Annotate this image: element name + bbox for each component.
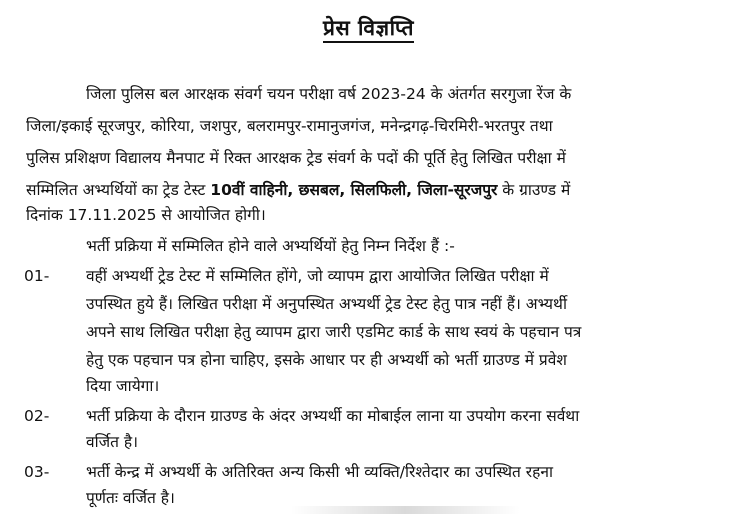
intro-line-1: जिला पुलिस बल आरक्षक संवर्ग चयन परीक्षा वर्ष 2023-24 के अंतर्गत सरगुजा रेंज के xyxy=(86,85,572,103)
point-01-line-2: उपस्थित हुये हैं। लिखित परीक्षा में अनुपस्थित अभ्यर्थी ट्रेड टेस्ट हेतु पात्र नहीं हैं। अभ्यर्थी xyxy=(86,295,567,313)
point-02-line-1: भर्ती प्रक्रिया के दौरान ग्राउण्ड के अंदर अभ्यर्थी का मोबाईल लाना या उपयोग करना सर्वथा xyxy=(86,407,580,425)
point-number-03: 03- xyxy=(24,463,50,481)
page-title xyxy=(0,14,737,42)
point-01-line-3: अपने साथ लिखित परीक्षा हेतु व्यापम द्वारा जारी एडमिट कार्ड के साथ स्वयं के पहचान पत्र xyxy=(86,323,582,341)
page-title-text: प्रेस विज्ञप्ति xyxy=(323,16,414,43)
intro-line-5: दिनांक 17.11.2025 से आयोजित होगी। xyxy=(26,206,266,224)
intro-line-4-post: के ग्राउण्ड में xyxy=(497,181,571,199)
point-01-line-1: वहीं अभ्यर्थी ट्रेड टेस्ट में सम्मिलित होंगे, जो व्यापम द्वारा आयोजित लिखित परीक्षा में xyxy=(86,267,549,285)
point-03-line-1: भर्ती केन्द्र में अभ्यर्थी के अतिरिक्त अन्य किसी भी व्यक्ति/रिश्तेदार का उपस्थित रहना xyxy=(86,463,553,481)
point-number-01: 01- xyxy=(24,267,50,285)
venue-text: 10वीं वाहिनी, छसबल, सिलफिली, जिला-सूरजपुर xyxy=(210,181,498,199)
scan-smudge xyxy=(290,506,520,514)
point-03-line-2: पूर्णतः वर्जित है। xyxy=(86,489,175,507)
point-01-line-4: हेतु एक पहचान पत्र होना चाहिए, इसके आधार पर ही अभ्यर्थी को भर्ती ग्राउण्ड में प्रवेश xyxy=(86,351,567,369)
intro-line-3: पुलिस प्रशिक्षण विद्यालय मैनपाट में रिक्त आरक्षक ट्रेड संवर्ग के पदों की पूर्ति हेतु लिखित परीक्षा में xyxy=(26,149,566,167)
point-number-02: 02- xyxy=(24,407,50,425)
instructions-heading: भर्ती प्रक्रिया में सम्मिलित होने वाले अभ्यर्थियों हेतु निम्न निर्देश हैं :- xyxy=(86,237,455,255)
intro-line-4 xyxy=(26,180,570,200)
point-01-line-5: दिया जायेगा। xyxy=(86,377,160,395)
intro-line-4-pre: सम्मिलित अभ्यर्थियों का ट्रेड टेस्ट xyxy=(26,181,211,199)
intro-line-2: जिला/इकाई सूरजपुर, कोरिया, जशपुर, बलरामपुर-रामानुजगंज, मनेन्द्रगढ़-चिरमिरी-भरतपुर तथा xyxy=(26,117,553,135)
point-02-line-2: वर्जित है। xyxy=(86,433,139,451)
